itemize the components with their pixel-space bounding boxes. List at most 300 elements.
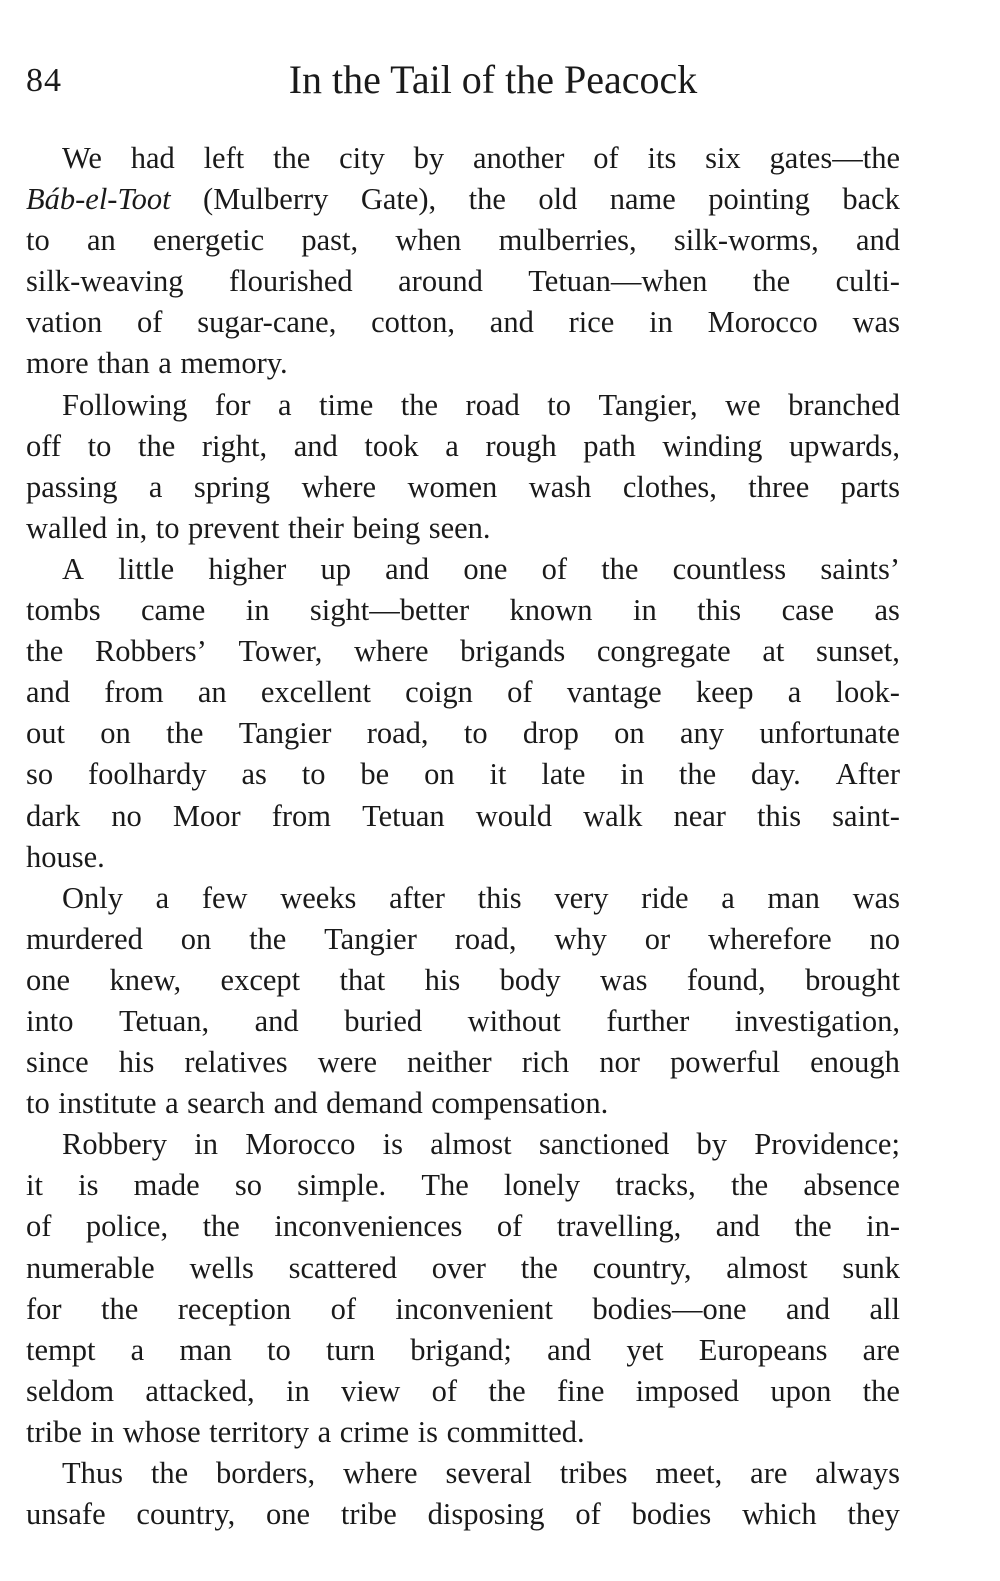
word: numerable [26,1250,155,1285]
word: fine [556,1373,605,1408]
word: and [855,223,900,258]
word: a [165,1086,179,1121]
word: murdered [26,921,143,956]
word: than [97,346,150,381]
word: in [285,1373,310,1408]
text-line [26,179,900,220]
word: on [424,757,455,792]
word: as [874,593,900,628]
word: buried [344,1003,423,1038]
word: whose [122,1414,201,1449]
word: they [847,1497,900,1532]
word: Tangier [324,921,417,956]
word: seldom [26,1373,115,1408]
word: committed. [446,1414,585,1449]
word: over [431,1250,486,1285]
word: crime [339,1414,410,1449]
word: is [382,1127,403,1162]
word: Only [62,880,123,915]
word: dark [26,798,81,833]
word: gates—the [769,141,900,175]
word: an [86,223,116,258]
word: rich [521,1045,570,1080]
word: Tangier, [598,387,698,422]
word: ride [641,880,689,915]
word: in [194,1127,219,1162]
text-line [26,590,900,631]
word: institute [58,1086,157,1121]
word: Following [62,387,188,422]
word: a [721,880,735,915]
word: wherefore [708,921,832,956]
word: sight—better [309,593,470,628]
word: the [249,921,287,956]
text-line [26,1494,900,1535]
word: tracks, [615,1168,696,1203]
word: to [87,428,112,463]
word: the [488,1373,526,1408]
word: no [111,798,142,833]
word: the [468,182,506,217]
word: road, [454,921,517,956]
word: very [554,880,609,915]
word: which [742,1497,817,1532]
word: from [271,798,332,833]
word: the [730,1168,769,1203]
word: without [467,1003,561,1038]
word: the [138,428,176,463]
word: reception [177,1291,292,1326]
text-line [26,796,900,837]
word: tribe [340,1497,397,1532]
word: was [852,305,900,340]
text-line [26,343,900,384]
word: of [26,1209,52,1244]
word: silk-weaving [26,264,184,299]
word: travelling, [556,1209,682,1244]
word: winding [662,428,763,463]
word: to [155,510,180,545]
text-line [26,960,900,1001]
word: view [341,1373,401,1408]
word: lonely [503,1168,581,1203]
word: to [301,757,326,792]
text-line [26,1248,900,1289]
word: Báb-el-Toot [26,182,171,217]
word: and [293,428,338,463]
word: foolhardy [88,757,207,792]
word: country, [592,1250,692,1285]
text-line [26,1206,900,1247]
word: since [26,1045,89,1080]
word: man [179,1332,232,1367]
word: in [245,593,270,628]
word: on [614,716,645,751]
word: man [767,880,820,915]
word: powerful [669,1045,781,1080]
word: territory [209,1414,310,1449]
word: a [317,1414,332,1449]
word: borders, [216,1456,316,1490]
word: almost [430,1127,512,1162]
word: so [26,757,54,792]
word: by [413,141,445,175]
word: drop [522,716,579,751]
word: Moor [172,798,241,833]
word: passing [26,469,118,504]
word: except [220,962,301,997]
word: sunk [842,1250,900,1285]
word: out [26,716,65,751]
word: Tangier [238,716,332,751]
word: attacked, [145,1373,255,1408]
word: to [267,1332,291,1367]
paragraph [26,549,900,878]
word: road, [366,716,429,751]
word: a [445,428,459,463]
word: so [234,1168,262,1203]
word: higher [208,551,287,586]
word: of [496,1209,523,1244]
word: past, [301,223,359,258]
word: the [678,757,717,792]
word: cotton, [371,305,455,340]
word: We [62,141,102,175]
word: almost [726,1250,808,1285]
word: day. [751,757,801,792]
paragraph [26,1453,900,1535]
word: more [26,346,89,381]
text-line [26,1330,900,1371]
word: wells [189,1250,254,1285]
text-line [26,220,900,261]
word: the [273,141,311,175]
word: is [78,1168,99,1203]
word: the [862,1373,900,1408]
word: old [538,182,578,217]
text-line [26,672,900,713]
word: the [202,1209,240,1244]
word: turn [325,1332,376,1367]
word: would [475,798,552,833]
word: were [317,1045,377,1080]
word: weeks [280,880,357,915]
text-line [26,467,900,508]
word: and [273,1086,318,1121]
word: their [288,510,344,545]
word: Gate), [360,182,437,217]
word: tempt [26,1332,96,1367]
word: to [26,223,50,258]
running-title: In the Tail of the Peacock [288,57,698,102]
paragraph [26,878,900,1125]
word: and [489,305,534,340]
word: yet [626,1332,664,1367]
word: pointing [708,182,810,217]
page-header [26,56,900,116]
word: police, [85,1209,169,1244]
word: relatives [184,1045,288,1080]
word: upon [770,1373,832,1408]
word: Tower, [238,634,323,669]
word: back [842,182,900,217]
word: made [133,1168,200,1203]
word: his [424,962,461,997]
word: a [155,880,170,915]
word: to [26,1086,50,1121]
word: of [507,675,533,710]
word: at [762,634,785,669]
word: excellent [260,675,371,710]
word: or [644,921,671,956]
body-text [26,138,900,1535]
word: up [320,551,351,586]
text-line [26,261,900,302]
word: it [489,757,507,792]
word: branched [788,387,900,422]
word: this [697,593,742,628]
word: as [241,757,267,792]
word: in [632,593,657,628]
word: from [104,675,164,710]
word: spring [193,469,271,504]
word: mulberries, [498,223,637,258]
word: sanctioned [538,1127,670,1162]
word: being [352,510,421,545]
text-line [26,713,900,754]
word: for [26,1291,62,1326]
word: upwards, [789,428,900,463]
word: an [197,675,227,710]
text-line [26,878,900,919]
word: (Mulberry [203,182,329,217]
word: the [752,264,791,299]
word: of [593,141,619,175]
word: walk [583,798,643,833]
word: found, [686,962,766,997]
word: and [547,1332,592,1367]
word: its [647,141,677,175]
word: his [118,1045,155,1080]
word: always [815,1456,900,1490]
word: simple. [297,1168,387,1203]
word: house. [26,839,105,874]
word: further [606,1003,690,1038]
word: one [26,962,71,997]
text-line [26,1083,900,1124]
word: women [407,469,498,504]
text-line [26,631,900,672]
word: tribe [26,1414,82,1449]
word: known [509,593,593,628]
word: look- [835,675,900,710]
word: coign [405,675,473,710]
text-line [26,754,900,795]
word: this [477,880,522,915]
word: three [748,469,810,504]
text-line [26,302,900,343]
text-line [26,1289,900,1330]
word: the [166,716,204,751]
word: was [852,880,900,915]
word: another [472,141,565,175]
word: brigands [460,634,566,669]
text-line [26,549,900,590]
word: and [385,551,430,586]
word: prevent [188,510,280,545]
word: unfortunate [759,716,900,751]
word: countless [672,551,787,586]
word: and [785,1291,831,1326]
word: walled [26,510,108,545]
word: Tetuan [362,798,445,833]
word: tombs [26,593,101,628]
word: in, [115,510,148,545]
word: into [26,1003,74,1038]
word: six [705,141,741,175]
paragraph [26,385,900,549]
word: road [465,387,520,422]
word: and [254,1003,299,1038]
word: for [214,387,251,422]
text-line [26,1165,900,1206]
word: The [421,1168,469,1203]
word: where [353,634,429,669]
word: of [431,1373,458,1408]
word: why [554,921,607,956]
word: rice [568,305,615,340]
word: we [725,387,761,422]
word: of [575,1497,601,1532]
text-line [26,1371,900,1412]
word: After [835,757,900,792]
word: a [158,346,172,381]
word: a [148,469,163,504]
text-line [26,138,900,179]
word: right, [201,428,268,463]
word: parts [840,469,900,504]
word: vantage [566,675,662,710]
word: sunset, [816,634,900,669]
word: inconvenient [395,1291,553,1326]
word: on [100,716,131,751]
word: seen. [428,510,491,545]
word: to [463,716,488,751]
word: meet, [655,1456,723,1490]
word: brigand; [410,1332,512,1367]
word: Europeans [698,1332,828,1367]
word: are [862,1332,900,1367]
word: one [463,551,508,586]
word: took [364,428,419,463]
word: the [26,634,64,669]
word: of [137,305,163,340]
word: absence [803,1168,900,1203]
text-line [26,1042,900,1083]
word: bodies—one [592,1291,747,1326]
word: imposed [635,1373,740,1408]
word: sugar-cane, [197,305,337,340]
word: Tetuan, [118,1003,210,1038]
word: it [26,1168,43,1203]
word: bodies [631,1497,712,1532]
word: this [757,798,802,833]
word: several [445,1456,532,1490]
word: Morocco [707,305,818,340]
word: unsafe [26,1497,106,1532]
word: vation [26,305,103,340]
word: is [417,1414,439,1449]
text-line [26,385,900,426]
word: demand [326,1086,423,1121]
word: silk-worms, [673,223,819,258]
word: in- [866,1209,900,1244]
word: Tetuan—when [528,264,708,299]
word: path [583,428,636,463]
word: body [499,962,561,997]
word: few [201,880,248,915]
word: tribes [559,1456,628,1490]
word: Morocco [245,1127,356,1162]
word: little [118,551,175,586]
text-line [26,426,900,467]
word: a [787,675,802,710]
page-number: 84 [26,62,62,99]
word: time [319,387,374,422]
word: a [278,387,292,422]
word: of [330,1291,356,1326]
word: late [541,757,586,792]
word: clothes, [622,469,717,504]
word: the [794,1209,832,1244]
word: inconveniences [274,1209,463,1244]
word: was [600,962,648,997]
word: case [781,593,835,628]
word: all [869,1291,900,1326]
word: had [130,141,175,175]
word: brought [805,962,900,997]
word: disposing [427,1497,545,1532]
word: after [389,880,445,915]
word: to [547,387,571,422]
word: flourished [229,264,353,299]
word: a [130,1332,145,1367]
text-line [26,837,900,878]
word: neither [407,1045,492,1080]
text-line [26,1124,900,1165]
word: on [180,921,212,956]
text-line [26,919,900,960]
word: that [339,962,386,997]
word: knew, [109,962,182,997]
word: memory. [180,346,288,381]
word: saints’ [820,551,900,586]
text-line [26,1001,900,1042]
word: enough [810,1045,900,1080]
word: of [541,551,568,586]
word: came [140,593,206,628]
text-line [26,1412,900,1453]
word: investigation, [734,1003,900,1038]
word: Robbers’ [94,634,207,669]
word: nor [599,1045,640,1080]
word: are [750,1456,788,1490]
word: city [339,141,385,175]
word: off [26,428,62,463]
word: congregate [596,634,731,669]
word: A [62,551,85,586]
word: the [101,1291,139,1326]
